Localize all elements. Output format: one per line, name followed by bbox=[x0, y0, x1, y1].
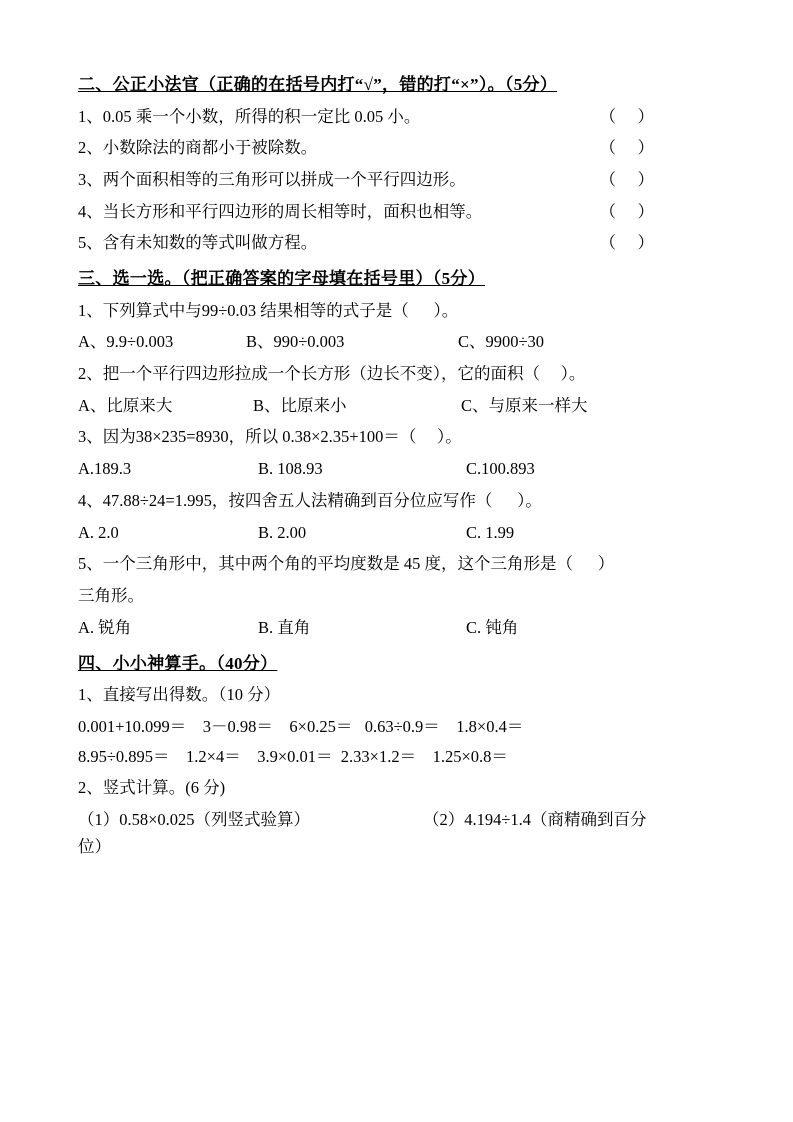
mc-question-stem-continued: 三角形。 bbox=[78, 586, 144, 606]
mc-option-c[interactable]: C、与原来一样大 bbox=[461, 395, 588, 415]
section-heading-true-false: 二、公正小法官（正确的在括号内打“√”，错的打“×”）。（5分） bbox=[78, 75, 558, 94]
mental-math-row: 0.001+10.099＝ 3－0.98＝ 6×0.25＝ 0.63÷0.9＝ 1.8×0.4＝ bbox=[78, 716, 524, 736]
answer-brackets[interactable]: （ ） bbox=[599, 138, 655, 158]
mc-option-a[interactable]: A. 锐角 bbox=[78, 617, 132, 637]
true-false-text: 5、含有未知数的等式叫做方程。 bbox=[78, 233, 318, 253]
mc-options bbox=[78, 393, 723, 420]
mc-option-a[interactable]: A、9.9÷0.003 bbox=[78, 332, 174, 352]
true-false-item bbox=[78, 167, 723, 194]
mc-options bbox=[78, 456, 723, 483]
mental-math-row: 8.95÷0.895＝ 1.2×4＝ 3.9×0.01＝ 2.33×1.2＝ 1.25×0.8＝ bbox=[78, 747, 508, 767]
vertical-calc-right: （2）4.194÷1.4（商精确到百分 bbox=[423, 809, 647, 829]
mc-question-stem: 5、一个三角形中，其中两个角的平均度数是 45 度，这个三角形是（ ） bbox=[78, 554, 615, 574]
vertical-calc-right-continued: 位） bbox=[78, 836, 111, 856]
mc-option-a[interactable]: A. 2.0 bbox=[78, 522, 119, 542]
mc-option-b[interactable]: B、990÷0.003 bbox=[246, 332, 345, 352]
mc-option-c[interactable]: C. 钝角 bbox=[466, 617, 519, 637]
vertical-calc-left: （1）0.58×0.025（列竖式验算） bbox=[78, 809, 311, 829]
mc-option-c[interactable]: C.100.893 bbox=[466, 459, 535, 479]
mc-option-c[interactable]: C、9900÷30 bbox=[458, 332, 545, 352]
mc-question-stem: 4、47.88÷24=1.995，按四舍五人法精确到百分位应写作（ ）。 bbox=[78, 490, 542, 510]
vertical-calculation-row bbox=[78, 807, 723, 834]
true-false-item bbox=[78, 230, 723, 257]
answer-brackets[interactable]: （ ） bbox=[599, 169, 655, 189]
mc-question-stem: 2、把一个平行四边形拉成一个长方形（边长不变），它的面积（ ）。 bbox=[78, 364, 586, 384]
true-false-item bbox=[78, 199, 723, 226]
mc-option-a[interactable]: A.189.3 bbox=[78, 459, 132, 479]
mc-option-b[interactable]: B. 108.93 bbox=[258, 459, 323, 479]
mc-options bbox=[78, 520, 723, 547]
true-false-text: 3、两个面积相等的三角形可以拼成一个平行四边形。 bbox=[78, 169, 466, 189]
mc-option-c[interactable]: C. 1.99 bbox=[466, 522, 515, 542]
mc-question-stem: 1、下列算式中与99÷0.03 结果相等的式子是（ ）。 bbox=[78, 300, 459, 320]
mc-option-b[interactable]: B. 直角 bbox=[258, 617, 311, 637]
section-heading-calculation: 四、小小神算手。（40分） bbox=[78, 653, 278, 673]
section-heading-multiple-choice: 三、选一选。（把正确答案的字母填在括号里）（5分） bbox=[78, 269, 485, 289]
mc-options bbox=[78, 615, 723, 642]
true-false-text: 1、0.05 乘一个小数，所得的积一定比 0.05 小。 bbox=[78, 106, 421, 126]
answer-brackets[interactable]: （ ） bbox=[599, 233, 655, 253]
mc-option-b[interactable]: B. 2.00 bbox=[258, 522, 307, 542]
mc-option-a[interactable]: A、比原来大 bbox=[78, 395, 173, 415]
answer-brackets[interactable]: （ ） bbox=[599, 201, 655, 221]
answer-brackets[interactable]: （ ） bbox=[599, 106, 655, 126]
true-false-item bbox=[78, 104, 723, 131]
calculation-subheading-2: 2、竖式计算。(6 分) bbox=[78, 778, 226, 798]
mc-option-b[interactable]: B、比原来小 bbox=[253, 395, 347, 415]
true-false-text: 2、小数除法的商都小于被除数。 bbox=[78, 138, 318, 158]
true-false-text: 4、当长方形和平行四边形的周长相等时，面积也相等。 bbox=[78, 201, 483, 221]
mc-options bbox=[78, 329, 723, 356]
mc-question-stem: 3、因为38×235=8930，所以 0.38×2.35+100＝（ ）。 bbox=[78, 427, 462, 447]
true-false-item bbox=[78, 135, 723, 162]
calculation-subheading-1: 1、直接写出得数。（10 分） bbox=[78, 685, 281, 704]
